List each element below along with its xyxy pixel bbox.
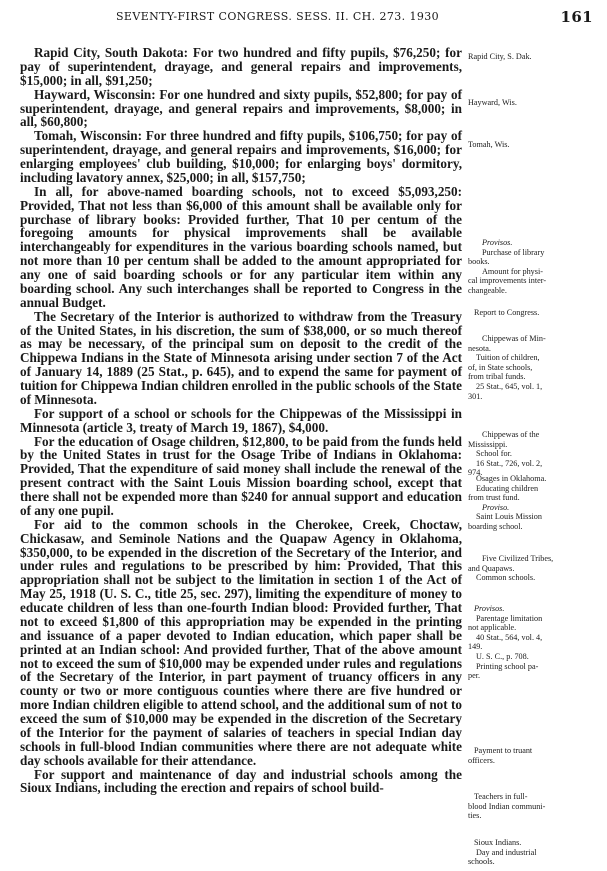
margin-note-line: Provisos. bbox=[474, 604, 505, 613]
margin-note-line: Sioux Indians. bbox=[474, 838, 522, 847]
margin-note-line: and Quapaws. bbox=[468, 563, 515, 573]
running-header bbox=[36, 8, 599, 28]
margin-note-line: 301. bbox=[468, 391, 483, 401]
margin-note-line: Parentage limitation bbox=[476, 613, 543, 623]
paragraph-tomah: Tomah, Wisconsin: For three hundred and fifty pupils, $106,750; for pay of superintendent, drayage, and general repairs and improvements, $16,000; for enlarging employees' club building, $10,000; for enlarging boys' dormitory, including lavatory annex, $25,000; in all, $157,750; bbox=[20, 128, 462, 185]
margin-note-line: 40 Stat., 564, vol. 4, bbox=[476, 632, 543, 642]
margin-note-line: Tomah, Wis. bbox=[468, 140, 510, 149]
margin-note-sioux bbox=[468, 838, 600, 867]
margin-note-truant-officers bbox=[468, 746, 600, 765]
margin-note-line: Report to Congress. bbox=[474, 308, 540, 317]
margin-note-line: 16 Stat., 726, vol. 2, bbox=[476, 458, 543, 468]
margin-note-line: Provisos. bbox=[482, 238, 513, 247]
margin-note-line: School for. bbox=[476, 449, 512, 459]
margin-note-line: blood Indian communi- bbox=[468, 801, 546, 811]
margin-note-line: Printing school pa- bbox=[476, 661, 539, 671]
paragraph-hayward: Hayward, Wisconsin: For one hundred and sixty pupils, $52,800; for pay of superintendent, drayage, and general repairs and improvements, $8,000; in all, $60,800; bbox=[20, 86, 462, 130]
body-text bbox=[20, 46, 462, 795]
margin-note-line: Saint Louis Mission bbox=[476, 512, 542, 522]
margin-note-line: not applicable. bbox=[468, 623, 517, 633]
margin-note-tomah bbox=[468, 140, 600, 150]
margin-note-line: Five Civilized Tribes, bbox=[482, 554, 554, 563]
margin-note-line: Chippewas of Min- bbox=[482, 334, 546, 343]
margin-note-provisos-parentage bbox=[468, 604, 600, 681]
margin-note-line: Proviso. bbox=[482, 502, 510, 512]
paragraph-chippewas-mississippi: For support of a school or schools for the Chippewas of the Mississippi in Minnesota (article 3, treaty of March 19, 1867), $4,000. bbox=[20, 405, 462, 435]
margin-note-line: ties. bbox=[468, 811, 482, 821]
margin-note-line: Purchase of library bbox=[482, 247, 545, 257]
margin-note-line: per. bbox=[468, 671, 481, 681]
margin-note-line: from tribal funds. bbox=[468, 372, 526, 382]
margin-note-rapid-city bbox=[468, 52, 600, 62]
margin-note-line: 25 Stat., 645, vol. 1, bbox=[476, 381, 543, 391]
margin-note-line: Chippewas of the bbox=[482, 430, 540, 439]
paragraph-osage: For the education of Osage children, $12,800, to be paid from the funds held by the United States in trust for the Osage Tribe of Indians in Oklahoma: Provided, That the expenditure of said money shall include the renewal of the present contract with the Saint Louis Mission boarding school, except that there shall not be expended more than $240 for annual support and education of any one pupil. bbox=[20, 433, 462, 518]
margin-note-osages bbox=[468, 474, 600, 532]
margin-note-line: Rapid City, S. Dak. bbox=[468, 52, 532, 61]
page-number: 161 bbox=[560, 8, 593, 26]
paragraph-five-civilized-tribes: For aid to the common schools in the Cherokee, Creek, Choctaw, Chickasaw, and Seminole Nations and the Quapaw Agency in Oklahoma, $350,000, to be expended in the discretion of the Secretary of the Interior, and under rules and regulations to be prescribed by him: Provided, That this appropriation shall not be subject to the limitation in section 1 of the Act of May 25, 1918 (U. S. C., title 25, sec. 297), limiting the expenditure of money to educate children of less than one-fourth Indian blood: Provided further, That not to exceed $1,800 of this appropriation may be expended in the printing and issuance of a paper devoted to Indian education, which paper shall be printed at an Indian school: And provided further, That of the above amount not to exceed the sum of $10,000 may be expended under rules and regulations of the Secretary of the Interior, in part payment of truancy officers in any county or two or more contiguous counties where there are five hundred or more Indian children eligible to attend school, and the additional sum of not to exceed the sum of $10,000 may be expended in the discretion of the Secretary of the Interior for the payment of salaries of teachers in special Indian day schools in full-blood Indian communities where there are not adequate white day schools available for their attendance. bbox=[20, 516, 462, 768]
margin-note-line: schools. bbox=[468, 857, 495, 867]
margin-note-line: from trust fund. bbox=[468, 493, 520, 503]
margin-note-line: 974. bbox=[468, 468, 483, 478]
margin-note-line: Teachers in full- bbox=[474, 792, 528, 801]
margin-note-chippewas-mississippi bbox=[468, 430, 600, 478]
margin-note-hayward bbox=[468, 98, 600, 108]
margin-note-line: Hayward, Wis. bbox=[468, 98, 517, 107]
margin-note-line: nesota. bbox=[468, 343, 491, 353]
margin-note-report-congress bbox=[468, 308, 600, 318]
paragraph-sioux: For support and maintenance of day and industrial schools among the Sioux Indians, including the erection and repairs of school build- bbox=[20, 766, 462, 796]
margin-note-line: Common schools. bbox=[476, 573, 536, 583]
margin-note-line: of, in State schools, bbox=[468, 362, 533, 372]
margin-note-chippewas-minnesota bbox=[468, 334, 600, 401]
margin-note-line: books. bbox=[468, 257, 490, 267]
header-title: SEVENTY-FIRST CONGRESS. SESS. II. CH. 273. 1930 bbox=[116, 10, 440, 23]
margin-note-line: officers. bbox=[468, 755, 495, 765]
margin-note-line: Tuition of children, bbox=[476, 353, 540, 363]
margin-note-line: Day and industrial bbox=[476, 847, 537, 857]
margin-note-line: Amount for physi- bbox=[482, 266, 543, 276]
margin-note-line: U. S. C., p. 708. bbox=[476, 651, 529, 661]
margin-note-five-civilized-tribes bbox=[468, 554, 600, 583]
paragraph-chippewa-minnesota: The Secretary of the Interior is authorized to withdraw from the Treasury of the United States, in his discretion, the sum of $38,000, or so much thereof as may be necessary, of the principal sum on deposit to the credit of the Chippewa Indians in the State of Minnesota arising under section 7 of the Act of January 14, 1889 (25 Stat., p. 645), and to expend the same for payment of tuition for Chippewa Indian children enrolled in the public schools of the State of Minnesota. bbox=[20, 308, 462, 407]
margin-note-line: cal improvements inter- bbox=[468, 276, 547, 286]
margin-note-teachers bbox=[468, 792, 600, 821]
margin-note-line: Payment to truant bbox=[474, 746, 533, 755]
margin-note-line: Educating children bbox=[476, 483, 539, 493]
margin-note-line: Osages in Oklahoma. bbox=[476, 474, 547, 483]
paragraph-boarding-schools-total: In all, for above-named boarding schools, not to exceed $5,093,250: Provided, That not less than $6,000 of this amount shall be available only for purchase of library books: Provided further, That 10 per centum of the foregoing amounts for physical improvements shall be available interchangeably for expenditures in the various boarding schools named, but not more than 10 per centum shall be added to the amount appropriated for any one of said boarding schools or for any particular item within any boarding school. Any such interchanges shall be reported to Congress in the annual Budget. bbox=[20, 183, 462, 310]
paragraph-rapid-city: Rapid City, South Dakota: For two hundred and fifty pupils, $76,250; for pay of superintendent, drayage, and general repairs and improvements, $15,000; in all, $91,250; bbox=[20, 45, 462, 88]
margin-note-provisos-library bbox=[468, 238, 600, 296]
margin-note-line: changeable. bbox=[468, 285, 507, 295]
margin-note-line: 149. bbox=[468, 642, 483, 652]
margin-note-line: Mississippi. bbox=[468, 439, 508, 449]
margin-note-line: boarding school. bbox=[468, 521, 523, 531]
